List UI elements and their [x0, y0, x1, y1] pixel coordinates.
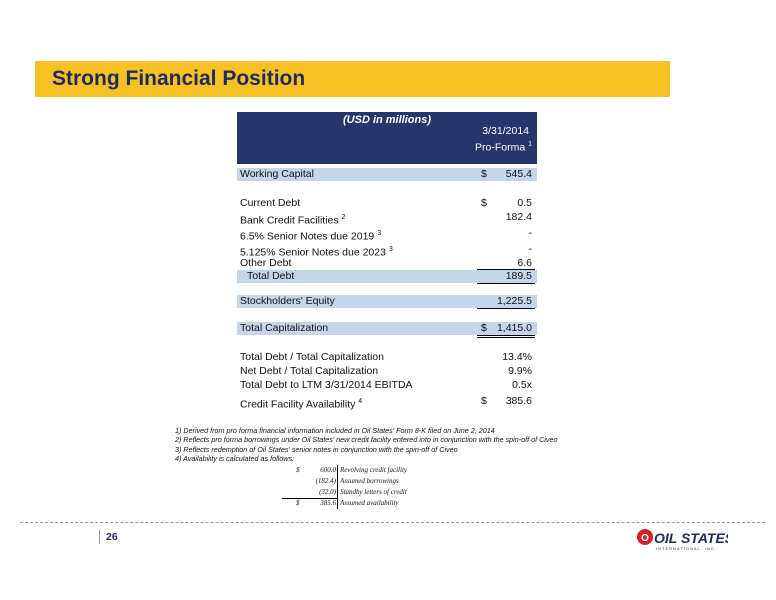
footer-divider [20, 522, 765, 523]
page-title: Strong Financial Position [52, 67, 306, 90]
row-bank-credit: Bank Credit Facilities $^2$ 182.4 [240, 211, 532, 227]
page-number: 26 [106, 531, 118, 543]
row-notes-2019: 6.5% Senior Notes due 2019 $^3$ - [240, 227, 532, 243]
units-label: (USD in millions) [343, 114, 431, 126]
footnote-4: 4) Availability is calculated as follows: [175, 454, 295, 464]
availability-row: (32.0) Standby letters of credit [319, 488, 407, 496]
row-equity: Stockholders' Equity 1,225.5 [237, 295, 537, 308]
total-cap-rule-2 [477, 337, 535, 338]
logo-name: OIL STATES [654, 530, 728, 546]
availability-calculation [282, 465, 422, 510]
total-cap-rule-1 [477, 335, 535, 336]
company-logo [636, 528, 728, 552]
page-number-separator [99, 530, 100, 544]
row-debt-to-ebitda: Total Debt to LTM 3/31/2014 EBITDA 0.5x [240, 379, 532, 391]
row-total-cap: Total Capitalization $ 1,415.0 [237, 322, 537, 335]
footnote-1: 1) Derived from pro forma financial information included in Oil States' Form 8-K filed on June 2, 2014 [175, 426, 495, 435]
availability-row: $ 600.0 Revolving credit facility [296, 466, 407, 474]
equity-rule [477, 308, 535, 309]
row-working-capital: Working Capital $ 545.4 [237, 168, 537, 181]
table-header [237, 112, 537, 164]
oil-states-logo-icon [636, 528, 728, 552]
column-label: Pro-Forma $^1$ [474, 141, 532, 154]
footnotes [175, 426, 558, 464]
logo-tagline: INTERNATIONAL, INC. [656, 546, 717, 551]
row-other-debt: Other Debt 6.6 [240, 257, 532, 269]
row-debt-to-cap: Total Debt / Total Capitalization 13.4% [240, 351, 532, 363]
total-debt-rule [477, 283, 535, 284]
footnote-3: 3) Reflects redemption of Oil States' senior notes in conjunction with the spin-off of Civeo [175, 444, 458, 454]
date-label: 3/31/2014 [482, 125, 529, 137]
row-net-debt-to-cap: Net Debt / Total Capitalization 9.9% [240, 365, 532, 377]
row-credit-availability: Credit Facility Availability $^4$ $ 385.6 [240, 395, 532, 411]
financial-table [237, 112, 537, 411]
row-notes-2023: 5.125% Senior Notes due 2023 $^3$ - [240, 243, 532, 259]
title-bar [35, 61, 670, 97]
row-current-debt: Current Debt $ 0.5 [240, 197, 532, 209]
availability-divider [337, 465, 338, 509]
availability-row: (182.4) Assumed borrowings [315, 477, 399, 485]
row-total-debt: Total Debt 189.5 [237, 270, 537, 283]
footnote-2: 2) Reflects pro forma borrowings under Oil States' new credit facility entered into in conjunction with the spin-off of Civeo [175, 435, 558, 445]
availability-row: $ 385.6 Assumed availability [282, 498, 338, 510]
svg-text:O: O [641, 533, 649, 544]
